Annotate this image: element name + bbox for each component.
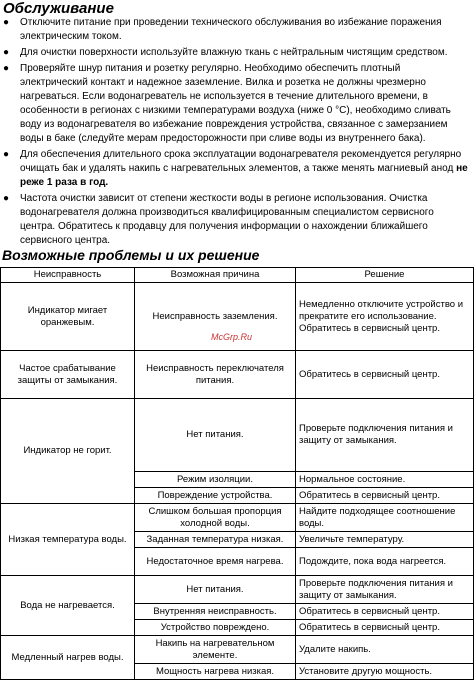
- solution-cell: Обратитесь в сервисный центр.: [296, 351, 474, 399]
- maintenance-title: Обслуживание: [3, 0, 114, 17]
- cause-cell: Режим изоляции.: [135, 472, 296, 488]
- bullet-text: Для очистки поверхности используйте влажную ткань с нейтральным чистящим средством.: [20, 47, 448, 58]
- bullet-item: [0, 46, 474, 60]
- solution-cell: Удалите накипь.: [296, 636, 474, 664]
- troubleshooting-table: [0, 267, 474, 680]
- troubleshooting-title: Возможные проблемы и их решение: [2, 247, 260, 263]
- solution-cell: Обратитесь в сервисный центр.: [296, 620, 474, 636]
- fault-cell: Индикатор не горит.: [1, 399, 135, 504]
- fault-cell: Низкая температура воды.: [1, 504, 135, 576]
- bullet-text: Для обеспечения длительного срока эксплуатации водонагревателя рекомендуется регулярно очищать бак и удалять накипь с нагревательных элементов, а также менять магниевый анод: [20, 149, 462, 174]
- bullet-dot-icon: ●: [3, 63, 10, 74]
- table-row: [1, 351, 474, 399]
- cause-cell: Повреждение устройства.: [135, 488, 296, 504]
- bullet-text: Частота очистки зависит от степени жесткости воды в регионе использования. Очистка водонагревателя должна производиться квалифицированным специалистом сервисного центра. Обратитесь к продавцу для получения информации о нахождении ближайшего сервисного центра.: [20, 193, 434, 246]
- solution-cell: Проверьте подключения питания и защиту от замыкания.: [296, 399, 474, 472]
- table-row: [1, 636, 474, 664]
- fault-cell: Медленный нагрев воды.: [1, 636, 135, 680]
- bullet-dot-icon: ●: [3, 47, 10, 58]
- solution-cell: Увеличьте температуру.: [296, 532, 474, 548]
- watermark-text: McGrp.Ru: [211, 332, 253, 342]
- cause-cell: Нет питания.: [135, 576, 296, 604]
- cause-cell: Неисправность заземления.: [135, 283, 296, 351]
- cause-cell: Слишком большая пропорция холодной воды.: [135, 504, 296, 532]
- solution-cell: Обратитесь в сервисный центр.: [296, 604, 474, 620]
- solution-cell: Найдите подходящее соотношение воды.: [296, 504, 474, 532]
- cause-cell: Накипь на нагревательном элементе.: [135, 636, 296, 664]
- cause-cell: Нет питания.: [135, 399, 296, 472]
- table-header-row: [1, 268, 474, 283]
- bullet-text: Отключите питание при проведении технического обслуживания во избежание поражения электрическим током.: [20, 17, 442, 42]
- header-cause: Возможная причина: [135, 268, 296, 283]
- cause-cell: Заданная температура низкая.: [135, 532, 296, 548]
- bullet-dot-icon: ●: [3, 149, 10, 160]
- header-fault: Неисправность: [1, 268, 135, 283]
- bullet-bold-text: не реже 1 раза в год.: [20, 163, 468, 188]
- solution-cell: Установите другую мощность.: [296, 664, 474, 680]
- cause-cell: Внутренняя неисправность.: [135, 604, 296, 620]
- bullet-item: [0, 148, 474, 190]
- bullet-text: Проверяйте шнур питания и розетку регулярно. Необходимо обеспечить плотный электрический контакт и надежное заземление. Вилка и розетка не должны чрезмерно нагреваться. Если водонагреватель не используется в течение длительного времени, в особенности в регионах с низкими температурами воздуха (ниже 0 °C), необходимо сливать воду из водонагревателя во избежание повреждения устройства, связанное с замерзанием воды в баке (следуйте мерам предосторожности при сливе воды из внутреннего бака).: [20, 63, 451, 144]
- solution-cell: Обратитесь в сервисный центр.: [296, 488, 474, 504]
- header-solution: Решение: [296, 268, 474, 283]
- solution-cell: Нормальное состояние.: [296, 472, 474, 488]
- bullet-item: [0, 62, 474, 146]
- solution-cell: Немедленно отключите устройство и прекратите его использование. Обратитесь в сервисный центр.: [296, 283, 474, 351]
- bullet-item: [0, 16, 474, 44]
- bullet-dot-icon: ●: [3, 17, 10, 28]
- fault-cell: Индикатор мигает оранжевым.: [1, 283, 135, 351]
- bullet-text-with-bold: [20, 148, 474, 190]
- fault-cell: Вода не нагревается.: [1, 576, 135, 636]
- cause-cell: Неисправность переключателя питания.: [135, 351, 296, 399]
- cause-cell: Мощность нагрева низкая.: [135, 664, 296, 680]
- fault-cell: Частое срабатывание защиты от замыкания.: [1, 351, 135, 399]
- table-row: [1, 576, 474, 604]
- cause-cell: Устройство повреждено.: [135, 620, 296, 636]
- table-row: [1, 399, 474, 472]
- bullet-item: [0, 192, 474, 248]
- bullet-dot-icon: ●: [3, 193, 10, 204]
- cause-cell: Недостаточное время нагрева.: [135, 548, 296, 576]
- maintenance-bullet-list: [0, 16, 474, 250]
- solution-cell: Подождите, пока вода нагреется.: [296, 548, 474, 576]
- solution-cell: Проверьте подключения питания и защиту от замыкания.: [296, 576, 474, 604]
- table-row: [1, 504, 474, 532]
